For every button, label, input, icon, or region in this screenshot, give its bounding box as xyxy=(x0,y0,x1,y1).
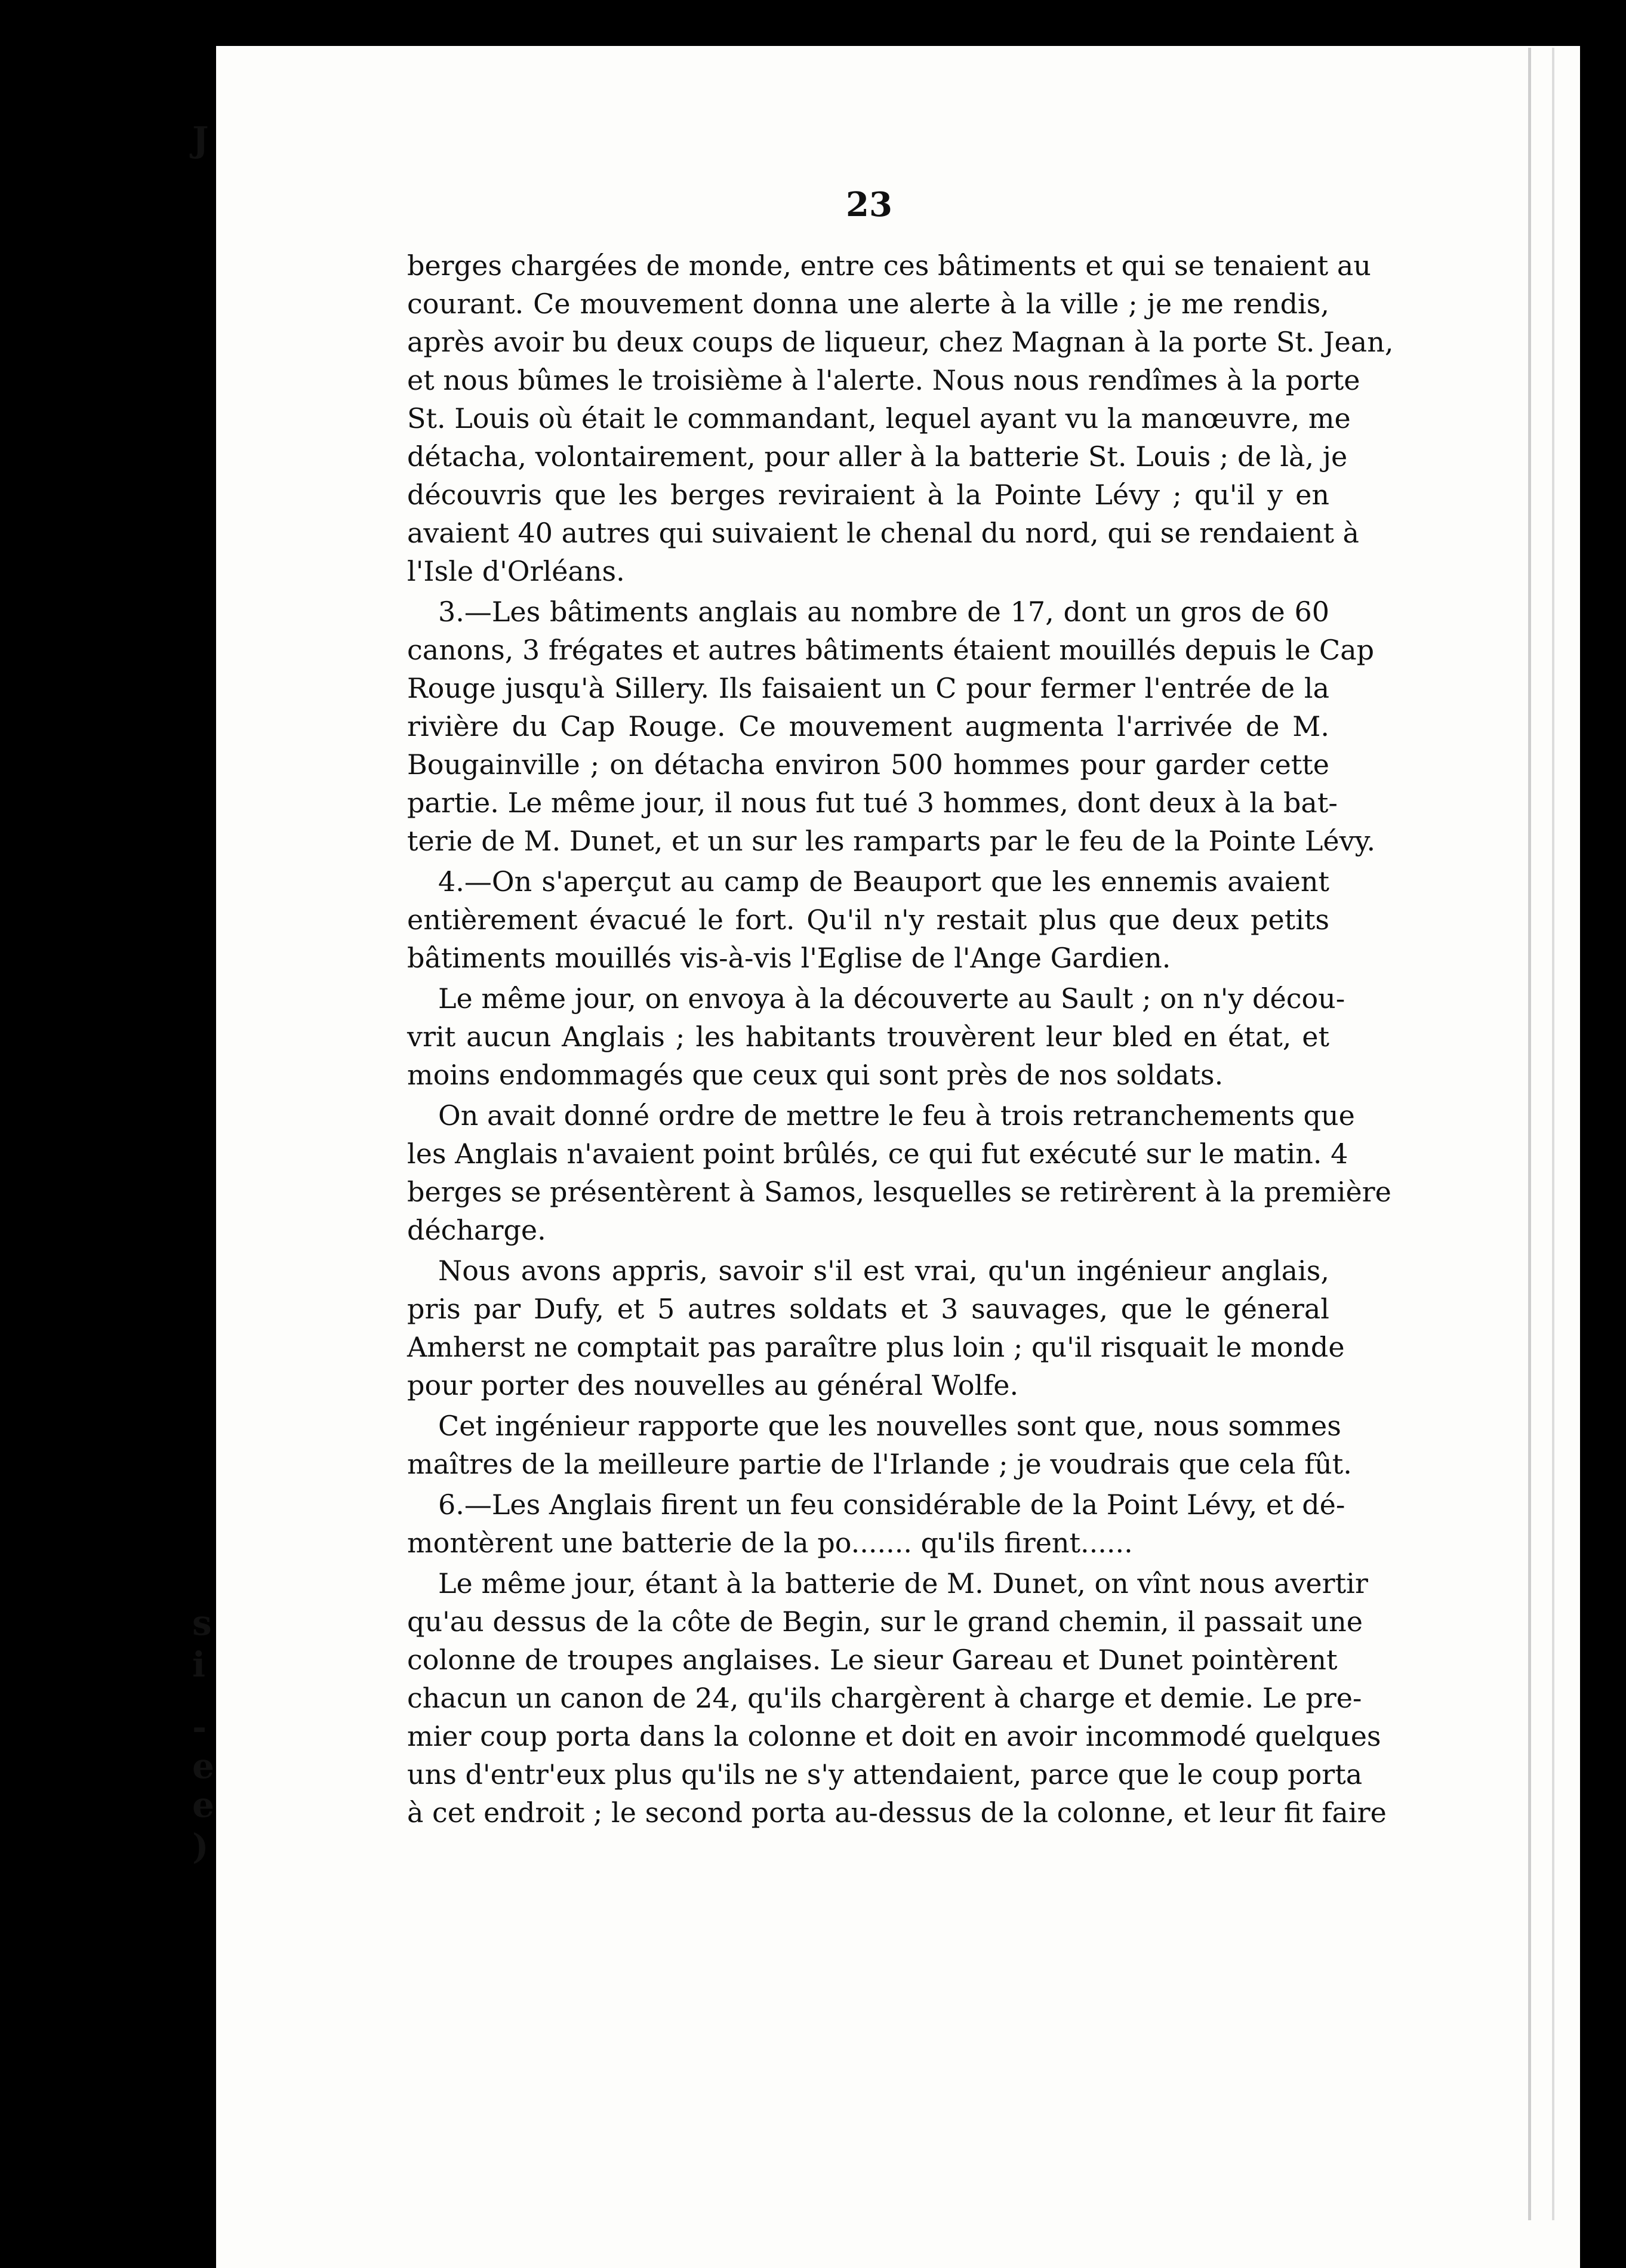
paragraph xyxy=(407,1407,1352,1483)
text-line: 6.—Les Anglais firent un feu considérable de la Point Lévy, et dé- xyxy=(438,1489,1345,1521)
text-line: détacha, volontairement, pour aller à la batterie St. Louis ; de là, je xyxy=(407,440,1348,473)
text-line: vrit aucun Anglais ; les habitants trouvèrent leur bled en état, et xyxy=(407,1021,1329,1053)
text-line: qu'au dessus de la côte de Begin, sur le grand chemin, il passait une xyxy=(407,1606,1363,1638)
text-line: 4.—On s'aperçut au camp de Beauport que les ennemis avaient xyxy=(438,865,1329,898)
text-line: On avait donné ordre de mettre le feu à trois retranchements que xyxy=(438,1099,1355,1132)
paragraph xyxy=(407,862,1329,977)
paragraph xyxy=(407,246,1394,590)
text-line: Rouge jusqu'à Sillery. Ils faisaient un C pour fermer l'entrée de la xyxy=(407,672,1329,704)
paragraph xyxy=(407,593,1376,860)
text-line: montèrent une batterie de la po....... qu'ils firent...... xyxy=(407,1527,1133,1559)
paragraph xyxy=(407,1252,1345,1404)
text-line: St. Louis où était le commandant, lequel ayant vu la manœuvre, me xyxy=(407,402,1351,435)
text-line: découvris que les berges reviraient à la Pointe Lévy ; qu'il y en xyxy=(407,479,1329,511)
text-line: terie de M. Dunet, et un sur les ramparts par le feu de la Pointe Lévy. xyxy=(407,825,1376,857)
text-line: pris par Dufy, et 5 autres soldats et 3 sauvages, que le géneral xyxy=(407,1293,1329,1325)
text-line: 3.—Les bâtiments anglais au nombre de 17, dont un gros de 60 xyxy=(438,596,1329,628)
margin-fragment: i xyxy=(192,1644,206,1685)
text-line: Le même jour, on envoya à la découverte au Sault ; on n'y décou- xyxy=(438,982,1345,1015)
text-line: chacun un canon de 24, qu'ils chargèrent à charge et demie. Le pre- xyxy=(407,1682,1362,1714)
body-text xyxy=(407,246,1394,1834)
text-line: l'Isle d'Orléans. xyxy=(407,555,625,587)
text-line: mier coup porta dans la colonne et doit en avoir incommodé quelques xyxy=(407,1720,1381,1752)
text-line: colonne de troupes anglaises. Le sieur Gareau et Dunet pointèrent xyxy=(407,1644,1338,1676)
text-line: courant. Ce mouvement donna une alerte à la ville ; je me rendis, xyxy=(407,288,1329,320)
text-line: canons, 3 frégates et autres bâtiments étaient mouillés depuis le Cap xyxy=(407,634,1375,666)
text-line: uns d'entr'eux plus qu'ils ne s'y attendaient, parce que le coup porta xyxy=(407,1758,1363,1791)
text-line: bâtiments mouillés vis-à-vis l'Eglise de l'Ange Gardien. xyxy=(407,942,1171,974)
text-line: Cet ingénieur rapporte que les nouvelles sont que, nous sommes xyxy=(438,1410,1341,1442)
page-number: 23 xyxy=(846,185,892,224)
margin-fragment: ) xyxy=(192,1826,209,1867)
text-line: rivière du Cap Rouge. Ce mouvement augmenta l'arrivée de M. xyxy=(407,710,1329,742)
margin-fragment: s xyxy=(192,1603,212,1643)
paragraph xyxy=(407,1096,1391,1249)
text-line: décharge. xyxy=(407,1214,546,1246)
margin-fragment: e xyxy=(192,1746,214,1786)
text-line: maîtres de la meilleure partie de l'Irlande ; je voudrais que cela fût. xyxy=(407,1448,1352,1480)
paragraph xyxy=(407,979,1345,1094)
text-line: Nous avons appris, savoir s'il est vrai, qu'un ingénieur anglais, xyxy=(438,1255,1329,1287)
text-line: entièrement évacué le fort. Qu'il n'y restait plus que deux petits xyxy=(407,904,1329,936)
text-line: pour porter des nouvelles au général Wolfe. xyxy=(407,1369,1019,1401)
margin-fragment: e xyxy=(192,1785,214,1825)
page-edge xyxy=(1528,48,1531,2220)
paragraph xyxy=(407,1486,1345,1562)
text-line: Amherst ne comptait pas paraître plus loin ; qu'il risquait le monde xyxy=(407,1331,1345,1363)
text-line: Le même jour, étant à la batterie de M. Dunet, on vînt nous avertir xyxy=(438,1567,1368,1600)
page-edge xyxy=(1552,48,1554,2220)
text-line: berges se présentèrent à Samos, lesquelles se retirèrent à la première xyxy=(407,1176,1391,1208)
text-line: moins endommagés que ceux qui sont près de nos soldats. xyxy=(407,1059,1224,1091)
margin-fragment: - xyxy=(192,1707,207,1748)
margin-fragment: J xyxy=(192,119,209,160)
text-line: les Anglais n'avaient point brûlés, ce qui fut exécuté sur le matin. 4 xyxy=(407,1138,1348,1170)
text-line: Bougainville ; on détacha environ 500 hommes pour garder cette xyxy=(407,748,1329,781)
text-line: et nous bûmes le troisième à l'alerte. Nous nous rendîmes à la porte xyxy=(407,364,1360,396)
text-line: berges chargées de monde, entre ces bâtiments et qui se tenaient au xyxy=(407,249,1371,282)
paragraph xyxy=(407,1564,1387,1832)
text-line: à cet endroit ; le second porta au-dessus de la colonne, et leur fit faire xyxy=(407,1796,1387,1829)
text-line: après avoir bu deux coups de liqueur, chez Magnan à la porte St. Jean, xyxy=(407,326,1394,358)
text-line: partie. Le même jour, il nous fut tué 3 hommes, dont deux à la bat- xyxy=(407,787,1338,819)
text-line: avaient 40 autres qui suivaient le chenal du nord, qui se rendaient à xyxy=(407,517,1359,549)
